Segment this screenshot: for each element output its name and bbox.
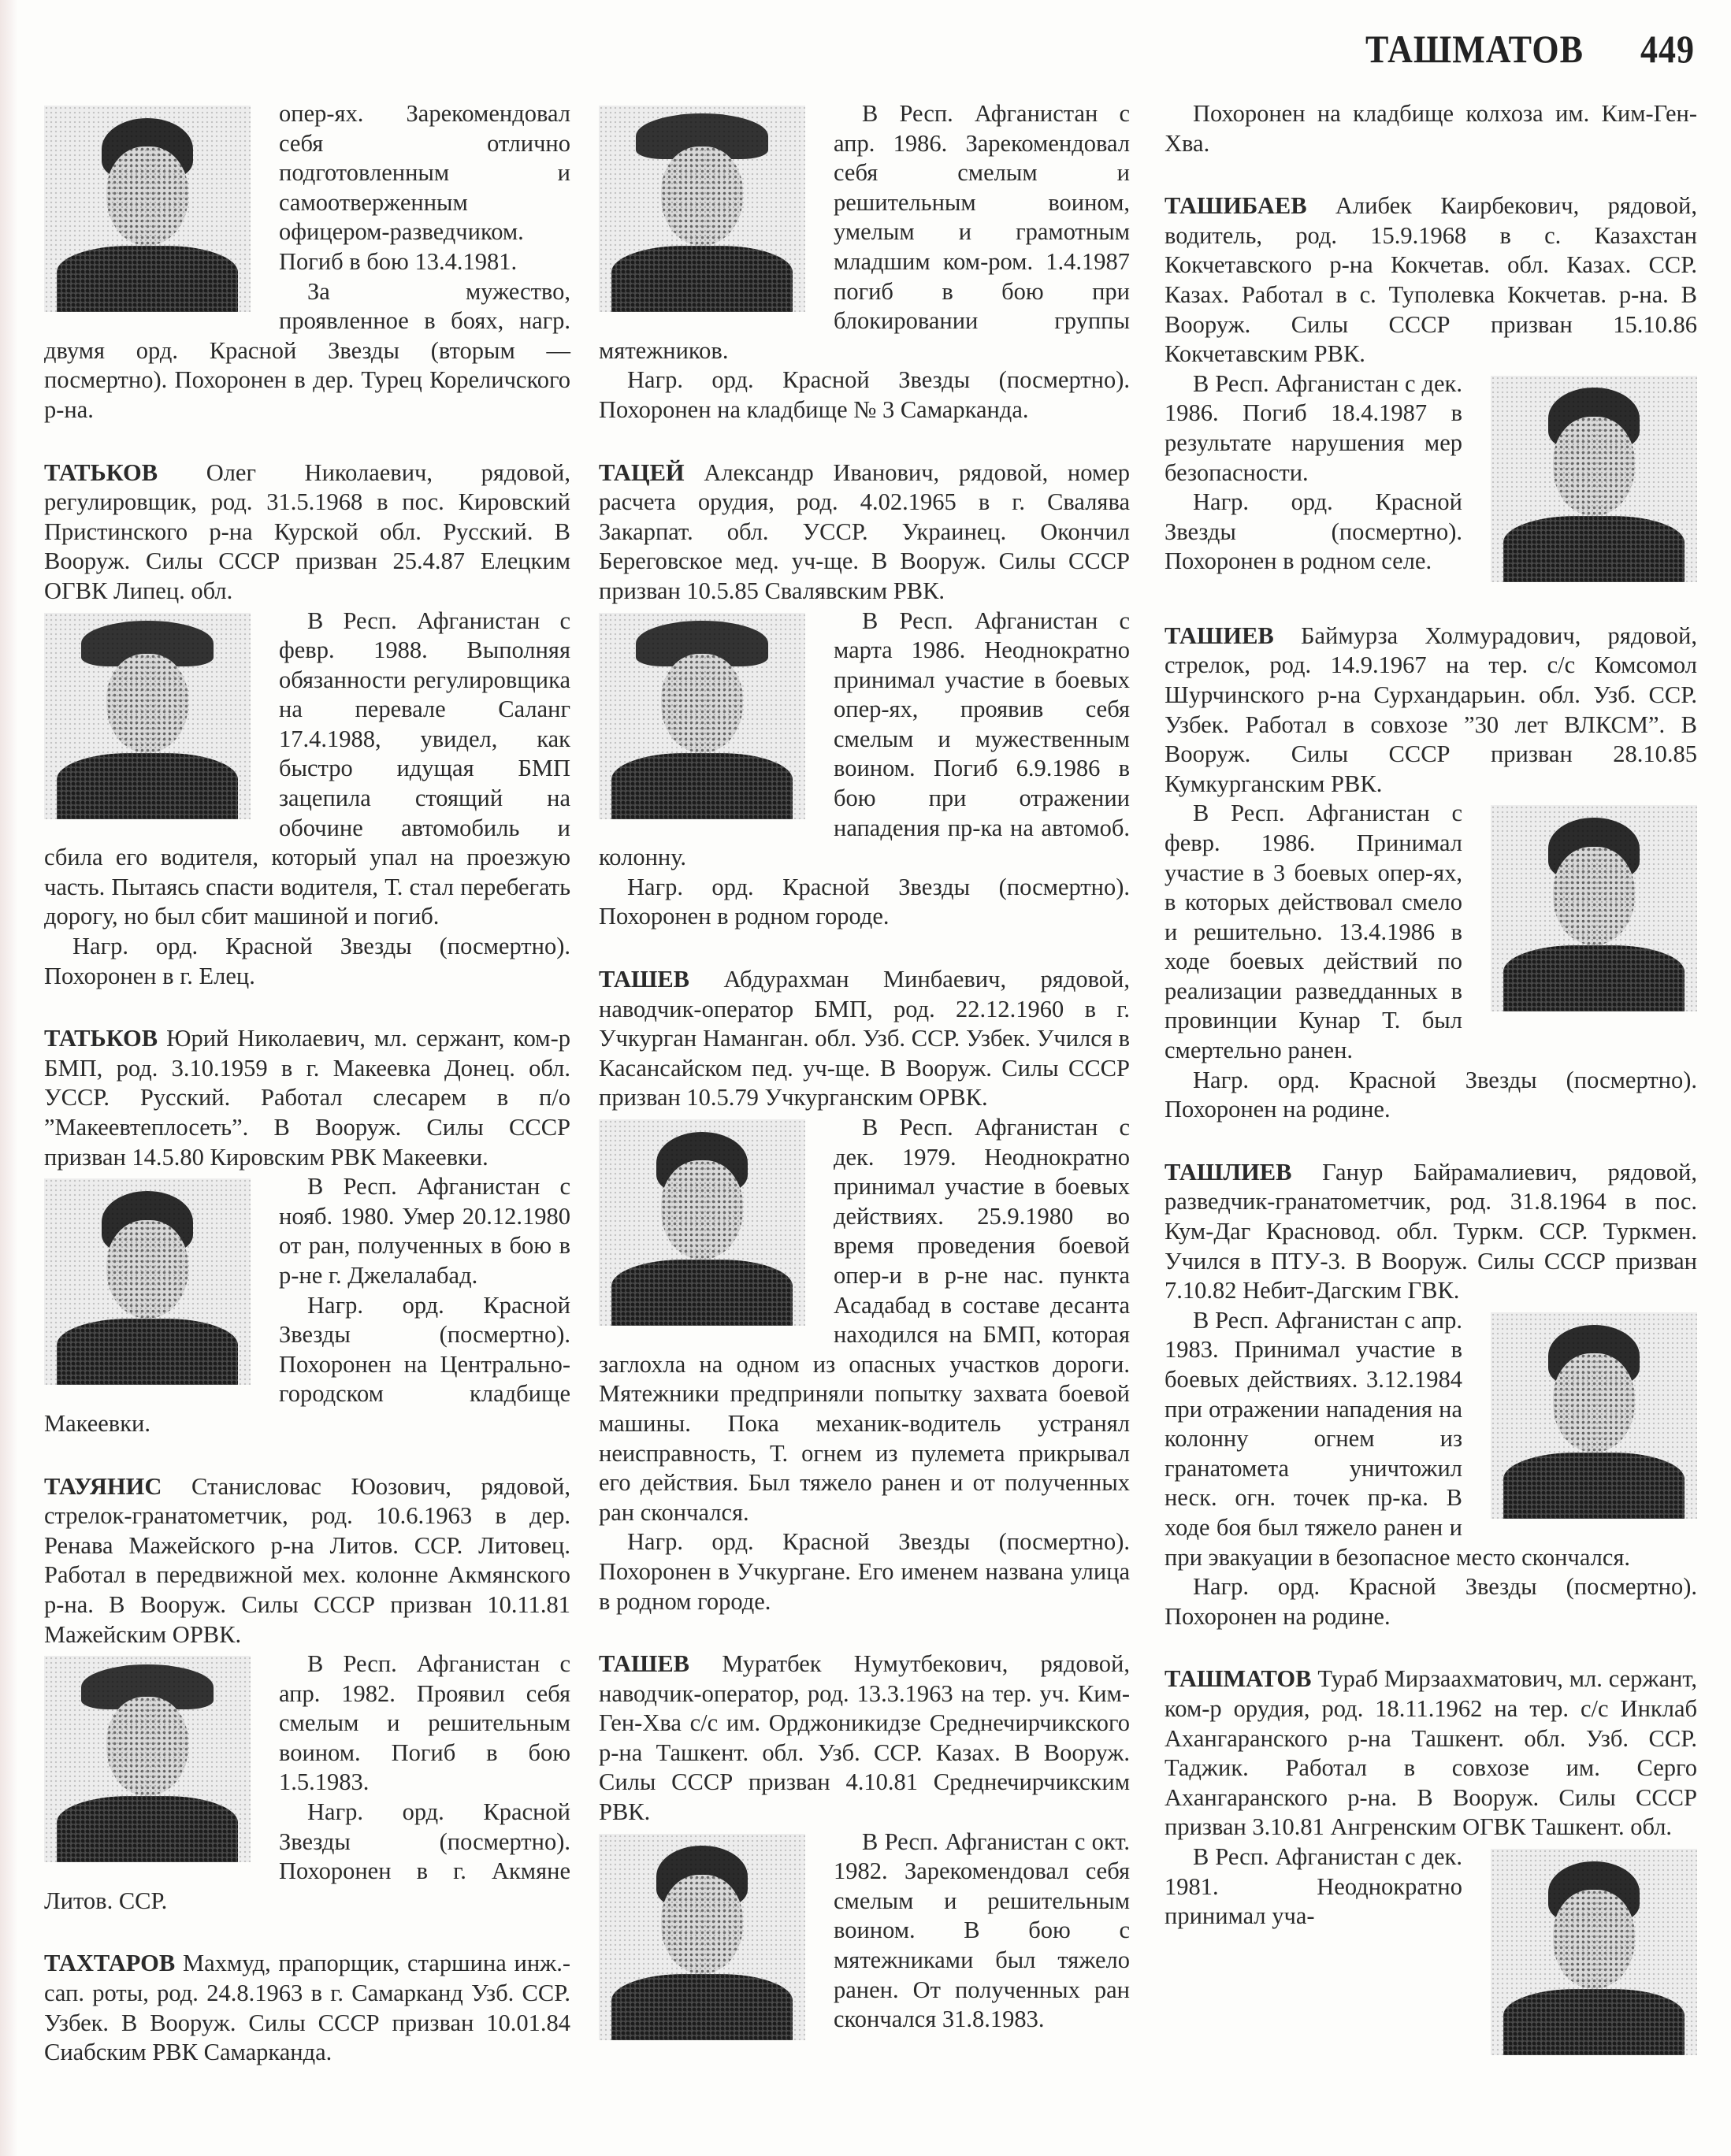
entry-paragraph: Ганур Байрамалиевич, рядовой, разведчик-гранатометчик, род. 31.8.1964 в пос. Кум-Даг Красновод. обл. Туркм. ССР. Туркмен. Учился в ПТУ-3. В Вооруж. Силы СССР призван 7.10.82 Небит-Дагским ГВК.: [1165, 1158, 1697, 1304]
entry-paragraph: Нагр. орд. Красной Звезды (посмертно). Похоронен на Центрально-городском кладбище Макеевки.: [44, 1291, 570, 1437]
entry-paragraph: В Респ. Афганистан с февр. 1988. Выполняя обязанности регулировщика на перевале Саланг 17.4.1988, увидел, как быстро идущая БМП зацепила стоящий на обочине автомобиль и сбила его водителя, который упал на проезжую часть. Пытаясь спасти водителя, Т. стал перебегать дорогу, но был сбит машиной и погиб.: [44, 607, 570, 930]
entry-paragraph: Александр Иванович, рядовой, номер расчета орудия, род. 4.02.1965 в г. Свалява Закарпат. обл. УССР. Украинец. Окончил Береговское мед. уч-ще. В Вооруж. Силы СССР призван 10.5.85 Свалявским РВК.: [599, 458, 1130, 604]
entry-tashmatov: [1165, 1664, 1697, 2061]
entry-surname: ТАХТАРОВ: [44, 1950, 176, 1977]
portrait-photo: [1491, 1849, 1697, 2055]
entry-paragraph: В Респ. Афганистан с дек. 1979. Неоднократно принимал участие в боевых действиях. 25.9.1980 во время проведения боевой опер-и в р-не нас. пункта Асадабад в составе десанта находился на БМП, которая заглохла на одном из опасных участков дороги. Мятежники предприняли попытку захвата боевой машины. Пока механик-водитель устранял неисправность, Т. огнем из пулемета прикрывал его действия. Был тяжело ранен и от полученных ран скончался.: [599, 1114, 1130, 1526]
portrait-photo: [44, 1656, 251, 1862]
entry-paragraph: Нагр. орд. Красной Звезды (посмертно). Похоронен на кладбище № 3 Самарканда.: [599, 366, 1130, 423]
portrait-photo: [44, 1178, 251, 1385]
entry-paragraph: В Респ. Афганистан с дек. 1981. Неоднократно принимал уча-: [1165, 1842, 1462, 1930]
entry-paragraph: опер-ях. Зарекомендовал себя отлично подготовленным и самоотверженным офицером-разведчиком. Погиб в бою 13.4.1981.: [279, 100, 570, 275]
entry-tashibaev: [1165, 191, 1697, 588]
entry-paragraph: Нагр. орд. Красной Звезды (посмертно). Похоронен в родном селе.: [1165, 488, 1462, 575]
entry-paragraph: В Респ. Афганистан с окт. 1982. Зарекомендовал себя смелым и решительным воином. В бою с мятежниками был тяжело ранен. От полученных ран скончался 31.8.1983.: [834, 1828, 1130, 2033]
portrait-photo: [599, 1119, 805, 1326]
entry-paragraph: Алибек Каирбекович, рядовой, водитель, род. 15.9.1968 в с. Казахстан Кокчетавского р-на Кокчетав. обл. Казах. ССР. Казах. Работал в с. Туполевка Кокчетав. р-на. В Вооруж. Силы СССР призван 15.10.86 Кокчетавским РВК.: [1165, 192, 1698, 368]
entry-paragraph: Тураб Мирзаахматович, мл. сержант, ком-р орудия, род. 18.11.1962 на тер. с/с Инклаб Ахангаранского р-на Ташкент. обл. Узб. ССР. Таджик. Работал в совхозе им. Серго Ахангаранского р-на. В Вооруж. Силы СССР призван 3.10.81 Ангренским ОГВК Ташкент. обл.: [1165, 1665, 1697, 1841]
portrait-photo: [44, 106, 251, 312]
column-3: [1165, 99, 1697, 2095]
page-edge-shade: [0, 0, 17, 2156]
entry-paragraph: В Респ. Афганистан с нояб. 1980. Умер 20.12.1980 от ран, полученных в бою в р-не г. Джелалабад.: [279, 1173, 570, 1289]
entry-surname: ТАЦЕЙ: [599, 458, 685, 486]
portrait-photo: [44, 613, 251, 819]
entry-tashev-muratbek: [599, 1649, 1130, 2047]
column-2: [599, 99, 1130, 2080]
entry-paragraph: Нагр. орд. Красной Звезды (посмертно). Похоронен в г. Акмяне Литов. ССР.: [44, 1798, 570, 1914]
entry-tashev-abdurakhman: [599, 965, 1130, 1616]
running-title: ТАШМАТОВ: [1365, 28, 1584, 71]
entry-paragraph: В Респ. Афганистан с апр. 1982. Проявил себя смелым и решительным воином. Погиб в бою 1.5.1983.: [279, 1650, 570, 1796]
portrait-photo: [599, 106, 805, 312]
entry-surname: ТАТЬКОВ: [44, 458, 158, 486]
portrait-photo: [1491, 805, 1697, 1011]
entry-paragraph: Нагр. орд. Красной Звезды (посмертно). Похоронен на родине.: [1165, 1573, 1697, 1630]
entry-continued: [599, 99, 1130, 425]
page-number: 449: [1640, 28, 1695, 71]
entry-tatsei: [599, 458, 1130, 933]
entry-tashiev: [1165, 622, 1697, 1125]
entry-paragraph: Юрий Николаевич, мл. сержант, ком-р БМП, род. 3.10.1959 в г. Макеевка Донец. обл. УССР. Русский. Работал слесарем в п/о ”Макеевтеплосеть”. В Вооруж. Силы СССР призван 14.5.80 Кировским РВК Макеевки.: [44, 1025, 571, 1171]
entry-surname: ТАУЯНИС: [44, 1472, 162, 1500]
portrait-photo: [599, 613, 805, 819]
entry-surname: ТАШЕВ: [599, 966, 690, 993]
entry-paragraph: В Респ. Афганистан с дек. 1986. Погиб 18.4.1987 в результате нарушения мер безопасности.: [1165, 369, 1462, 486]
entry-paragraph: В Респ. Афганистан с марта 1986. Неоднократно принимал участие в боевых опер-ях, проявив себя смелым и мужественным воином. Погиб 6.9.1986 в бою при отражении нападения пр-ка на автомоб. колонну.: [599, 607, 1130, 871]
entry-tauyanis: [44, 1472, 570, 1917]
portrait-photo: [1491, 376, 1697, 582]
entry-paragraph: Станисловас Юозович, рядовой, стрелок-гранатометчик, род. 10.6.1963 в дер. Ренава Мажейского р-на Литов. ССР. Литовец. Работал в передвижной мех. колонне Акмянского р-на. В Вооруж. Силы СССР призван 10.11.81 Мажейским ОРВК.: [44, 1472, 570, 1648]
portrait-photo: [599, 1834, 805, 2040]
entry-tatkov-oleg: [44, 458, 570, 992]
entry-paragraph: Олег Николаевич, рядовой, регулировщик, род. 31.5.1968 в пос. Кировский Пристинского р-на Курской обл. Русский. В Вооруж. Силы СССР призван 25.4.87 Елецким ОГВК Липец. обл.: [44, 458, 571, 604]
entry-paragraph: В Респ. Афганистан с апр. 1986. Зарекомендовал себя смелым и решительным воином, умелым и грамотным младшим ком-ром. 1.4.1987 погиб в бою при блокировании группы мятежников.: [599, 100, 1130, 364]
entry-tashliev: [1165, 1158, 1697, 1632]
entry-paragraph: Муратбек Нумутбекович, рядовой, наводчик-оператор, род. 13.3.1963 на тер. уч. Ким-Ген-Хва с/с им. Орджоникидзе Среднечирчикского р-на Ташкент. обл. Узб. ССР. Казах. В Вооруж. Силы СССР призван 4.10.81 Среднечирчикским РВК.: [599, 1650, 1130, 1826]
portrait-photo: [1491, 1312, 1697, 1519]
entry-paragraph: Махмуд, прапорщик, старшина инж.-сап. роты, род. 24.8.1963 в г. Самарканд Узб. ССР. Узбек. В Вооруж. Силы СССР призван 10.01.84 Сиабским РВК Самарканда.: [44, 1950, 571, 2066]
entry-surname: ТАШЛИЕВ: [1165, 1158, 1292, 1186]
entry-paragraph: В Респ. Афганистан с апр. 1983. Принимал участие в боевых действиях. 3.12.1984 при отражении нападения на колонну огнем из гранатомета уничтожил неск. огн. точек пр-ка. В ходе боя был тяжело ранен и при эвакуации в безопасное место скончался.: [1165, 1306, 1631, 1571]
entry-surname: ТАШМАТОВ: [1165, 1665, 1312, 1693]
entry-paragraph: Нагр. орд. Красной Звезды (посмертно). Похоронен в родном городе.: [599, 873, 1130, 930]
entry-surname: ТАШЕВ: [599, 1650, 690, 1678]
entry-paragraph: За мужество, проявленное в боях, нагр. двумя орд. Красной Звезды (вторым — посмертно). Похоронен в дер. Турец Кореличского р-на.: [44, 277, 570, 423]
entry-surname: ТАТЬКОВ: [44, 1025, 158, 1052]
entry-continued: [44, 99, 570, 425]
entry-tatkov-yuri: [44, 1024, 570, 1438]
entry-paragraph: Нагр. орд. Красной Звезды (посмертно). Похоронен в г. Елец.: [44, 933, 570, 989]
entry-paragraph: В Респ. Афганистан с февр. 1986. Принимал участие в 3 боевых опер-ях, в которых действовал смело и решительно. 13.4.1986 в ходе боевых действий по реализации разведданных в провинции Кунар Т. был смертельно ранен.: [1165, 800, 1462, 1064]
entry-paragraph: Нагр. орд. Красной Звезды (посмертно). Похоронен на родине.: [1165, 1066, 1697, 1123]
entry-paragraph: Похоронен на кладбище колхоза им. Ким-Ген-Хва.: [1165, 100, 1697, 157]
column-1: [44, 99, 570, 2101]
entry-surname: ТАШИБАЕВ: [1165, 192, 1307, 220]
entry-surname: ТАШИЕВ: [1165, 622, 1274, 649]
entry-continued: [1165, 99, 1697, 158]
entry-paragraph: Баймурза Холмурадович, рядовой, стрелок, род. 14.9.1967 на тер. с/с Комсомол Шурчинского р-на Сурхандарьин. обл. Узб. ССР. Узбек. Работал в совхозе ”30 лет ВЛКСМ”. В Вооруж. Силы СССР призван 28.10.85 Кумкурганским РВК.: [1165, 622, 1697, 797]
running-head: [1365, 27, 1695, 72]
entry-takhtarov: [44, 1949, 570, 2067]
entry-paragraph: Нагр. орд. Красной Звезды (посмертно). Похоронен в Учкургане. Его именем названа улица в родном городе.: [599, 1528, 1130, 1615]
entry-paragraph: Абдурахман Минбаевич, рядовой, наводчик-оператор БМП, род. 22.12.1960 в г. Учкурган Наманган. обл. Узб. ССР. Узбек. Учился в Касансайском пед. уч-ще. В Вооруж. Силы СССР призван 10.5.79 Учкурганским ОРВК.: [599, 966, 1130, 1111]
